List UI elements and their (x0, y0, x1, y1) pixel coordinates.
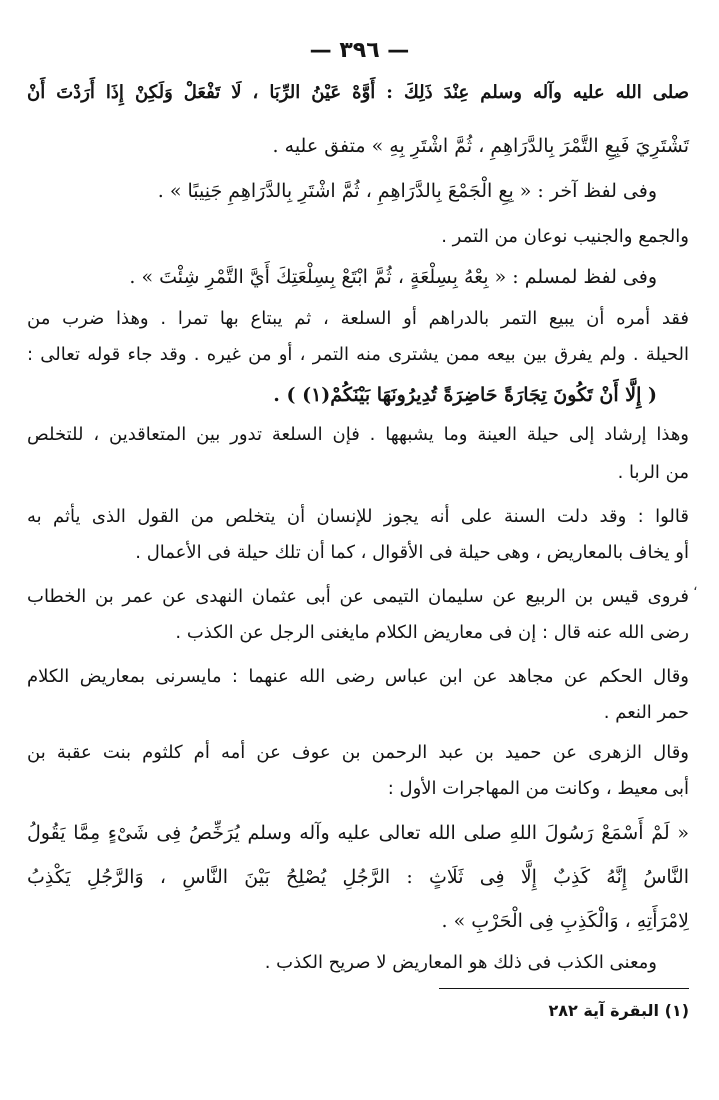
text-line-2: تَشْتَرِيَ فَبِعِ التَّمْرَ بِالدَّرَاهِمِ ، ثُمَّ اشْتَرِ بِهِ » متفق عليه . (272, 135, 689, 157)
text-line-10: من الربا . (617, 462, 689, 483)
text-line-11: قالوا : وقد دلت السنة على أنه يجوز للإنسان أن يتخلص من القول الذى يأثم به (27, 506, 689, 527)
text-line-22: ومعنى الكذب فى ذلك هو المعاريض لا صريح الكذب . (264, 952, 657, 973)
text-line-7: الحيلة . ولم يفرق بين بيعه ممن يشترى منه التمر ، أو من غيره . وقد جاء قوله تعالى : (27, 344, 689, 365)
text-line-6: فقد أمره أن يبيع التمر بالدراهم أو السلعة ، ثم يبتاع بها تمرا . وهذا ضرب من (27, 308, 689, 329)
text-line-13: فروى قيس بن الربيع عن سليمان التيمى عن أبى عثمان النهدى عن عمر بن الخطاب (27, 586, 689, 607)
footnote: (١) البقرة آية ٢٨٢ (548, 1001, 689, 1020)
hadith-line-3: لِامْرَأَتِهِ ، وَالْكَذِبِ فِى الْحَرْبِ » . (441, 910, 689, 932)
margin-mark: ، (693, 578, 698, 594)
text-line-3: وفى لفظ آخر : « بِعِ الْجَمْعَ بِالدَّرَاهِمِ ، ثُمَّ اشْتَرِ بِالدَّرَاهِمِ جَنِيبًا » . (157, 180, 657, 202)
hadith-line-2: النَّاسُ إِنَّهُ كَذِبٌ إِلَّا فِى ثَلَاثٍ : الرَّجُلِ يُصْلِحُ بَيْنَ النَّاسِ ، وَالرَّجُلِ يَكْذِبُ (27, 866, 689, 888)
text-line-15: وقال الحكم عن مجاهد عن ابن عباس رضى الله عنهما : مايسرنى بمعاريض الكلام (27, 666, 689, 687)
text-line-14: رضى الله عنه قال : إن فى معاريض الكلام مايغنى الرجل عن الكذب . (175, 622, 689, 643)
text-line-16: حمر النعم . (603, 702, 689, 723)
text-line-1: صلى الله عليه وآله وسلم عِنْدَ ذَلِكَ : أَوَّهْ عَيْنُ الرِّبَا ، لَا تَفْعَلْ وَلَكِنْ إِذَا أَرَدْتَ أَنْ (27, 82, 689, 103)
footnote-divider (439, 988, 689, 989)
quran-verse-line: ( إِلَّا أَنْ تَكُونَ تِجَارَةً حَاضِرَةً تُدِيرُونَهَا بَيْنَكُمْ(١) ) . (273, 384, 657, 406)
page-number: — ٣٩٦ — (309, 38, 410, 63)
text-line-12: أو يخاف بالمعاريض ، وهى حيلة فى الأقوال ، كما أن تلك حيلة فى الأعمال . (135, 542, 689, 563)
text-line-18: أبى معيط ، وكانت من المهاجرات الأول : (387, 778, 689, 799)
text-line-4: والجمع والجنيب نوعان من التمر . (441, 226, 689, 247)
text-line-17: وقال الزهرى عن حميد بن عبد الرحمن بن عوف عن أمه أم كلثوم بنت عقبة بن (27, 742, 689, 763)
text-line-9: وهذا إرشاد إلى حيلة العينة وما يشبهها . فإن السلعة تدور بين المتعاقدين ، للتخلص (27, 424, 689, 445)
text-line-5: وفى لفظ لمسلم : « بِعْهُ بِسِلْعَةٍ ، ثُمَّ ابْتَعْ بِسِلْعَتِكَ أَيَّ التَّمْرِ شِئْتَ » . (129, 266, 657, 288)
hadith-line-1: « لَمْ أَسْمَعْ رَسُولَ اللهِ صلى الله تعالى عليه وآله وسلم يُرَخِّصُ فِى شَىْءٍ مِمَّا يَقُولُ (27, 822, 689, 844)
